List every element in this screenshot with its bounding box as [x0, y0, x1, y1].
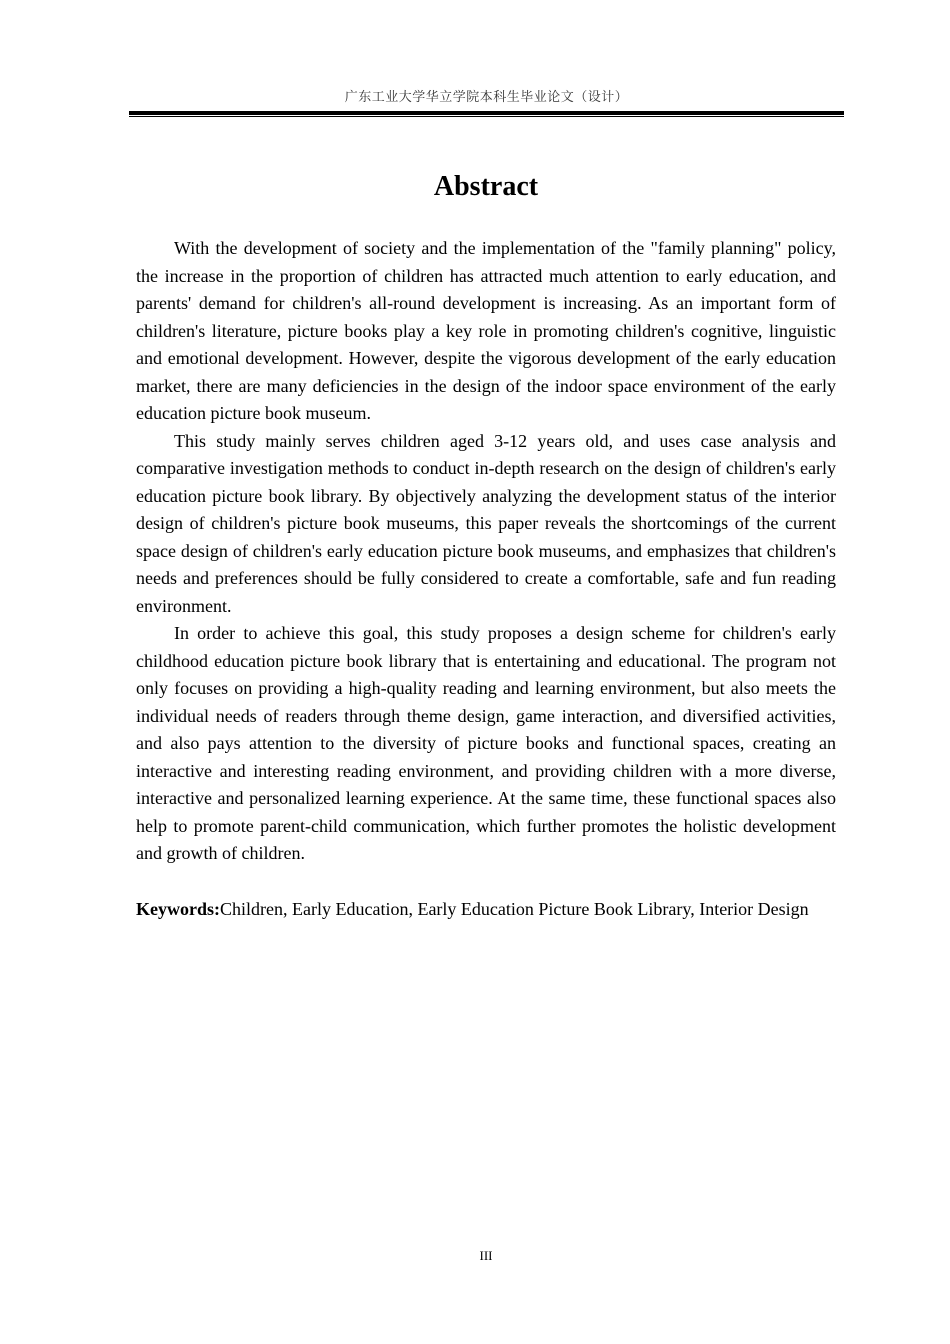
keywords-text: Children, Early Education, Early Education Picture Book Library, Interior Design	[220, 899, 809, 919]
abstract-paragraph-3: In order to achieve this goal, this study proposes a design scheme for children's early childhood education picture book library that is entertaining and educational. The program not only focuses on providing a high-quality reading and learning environment, but also meets the individual needs of readers through theme design, game interaction, and diversified activities, and also pays attention to the diversity of picture books and functional spaces, creating an interactive and interesting reading environment, and providing children with a more diverse, interactive and personalized learning experience. At the same time, these functional spaces also help to promote parent-child communication, which further promotes the holistic development and growth of children.	[136, 623, 836, 863]
abstract-paragraph-2: This study mainly serves children aged 3-12 years old, and uses case analysis and comparative investigation methods to conduct in-depth research on the design of children's early education picture book library. By objectively analyzing the development status of the interior design of children's picture book museums, this paper reveals the shortcomings of the current space design of children's early education picture book museums, and emphasizes that children's needs and preferences should be fully considered to create a comfortable, safe and fun reading environment.	[136, 430, 836, 616]
keywords-line	[136, 895, 836, 923]
header-rule	[129, 111, 844, 117]
page-title: Abstract	[433, 171, 539, 202]
abstract-paragraph-1: With the development of society and the implementation of the "family planning" policy, the increase in the proportion of children has attracted much attention to early education, and parents' demand for children's all-round development is increasing. As an important form of children's literature, picture books play a key role in promoting children's cognitive, linguistic and emotional development. However, despite the vigorous development of the early education market, there are many deficiencies in the design of the indoor space environment of the early education picture book museum.	[136, 238, 836, 423]
running-header: 广东工业大学华立学院本科生毕业论文（设计）	[344, 90, 629, 105]
abstract-body	[136, 235, 836, 868]
page-number: III	[479, 1248, 493, 1263]
keywords-label: Keywords:	[136, 899, 220, 919]
